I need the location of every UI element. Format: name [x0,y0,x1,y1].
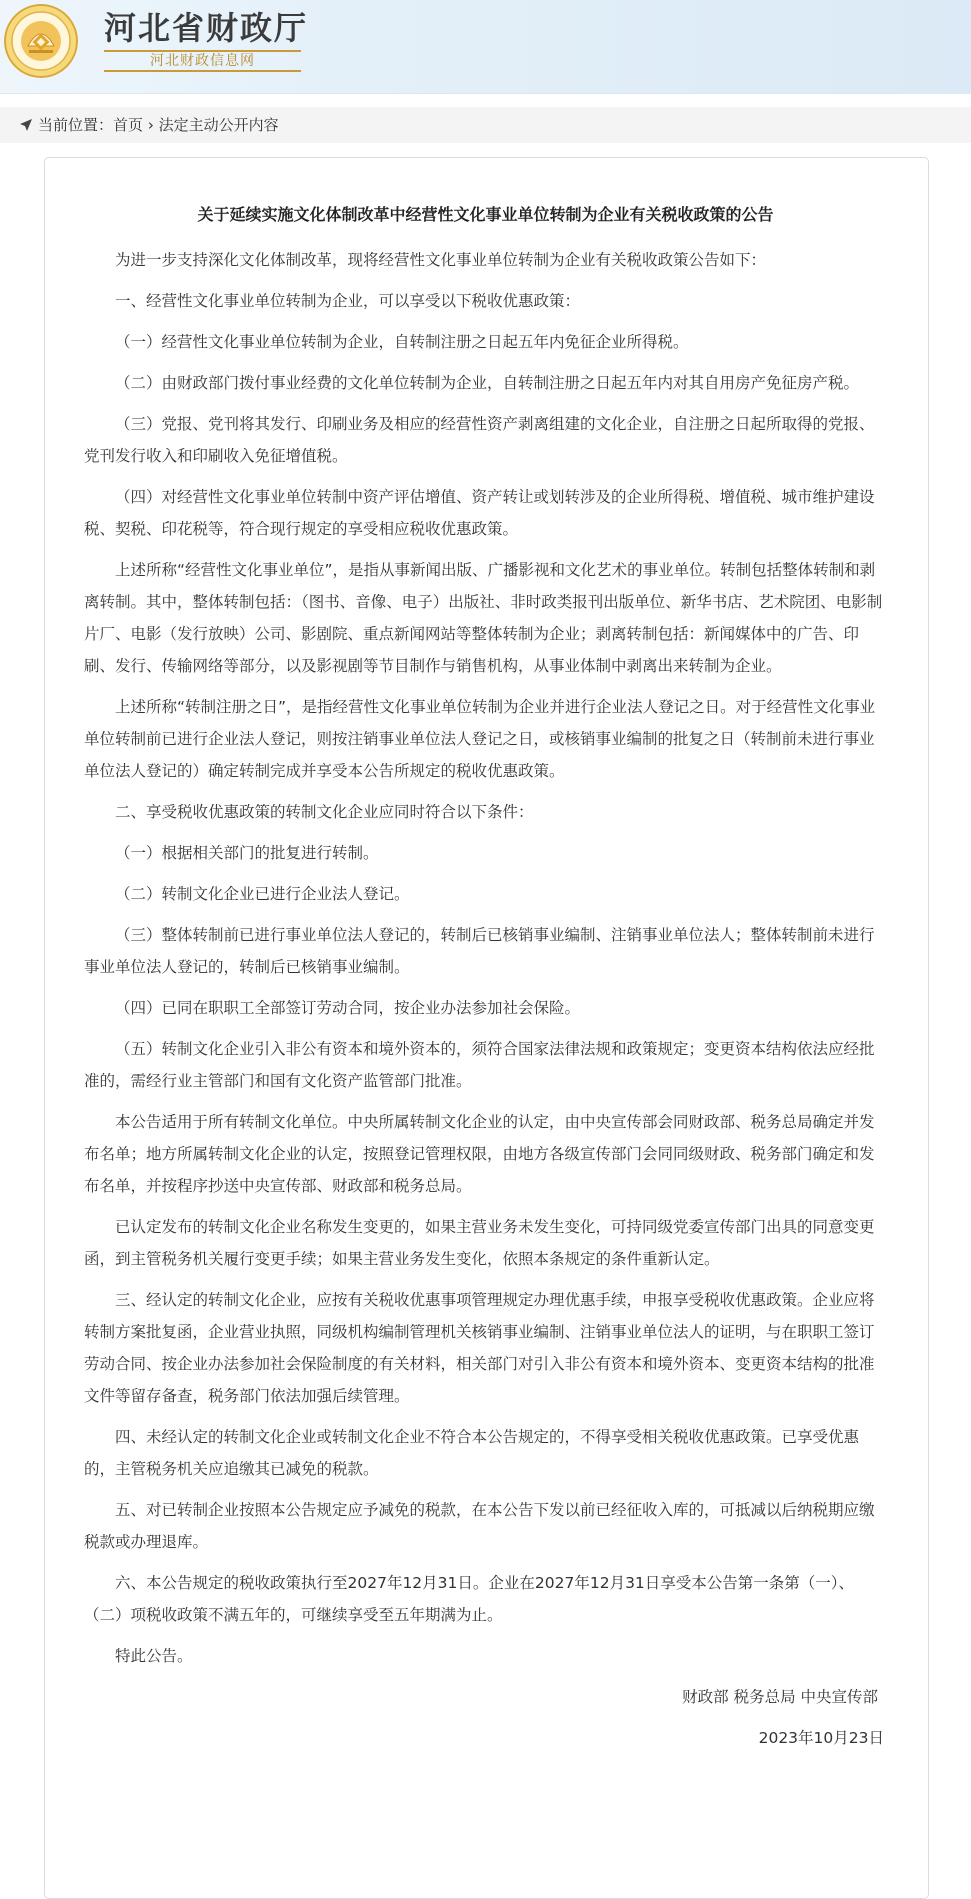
article-signatories: 财政部 税务总局 中央宣传部 [682,1688,878,1706]
article-paragraph: 五、对已转制企业按照本公告规定应予减免的税款，在本公告下发以前已经征收入库的，可抵减以后纳税期应缴税款或办理退库。 [84,1501,875,1551]
article-paragraph: （一）经营性文化事业单位转制为企业，自转制注册之日起五年内免征企业所得税。 [115,333,689,351]
article-paragraph: 二、享受税收优惠政策的转制文化企业应同时符合以下条件： [115,803,534,821]
breadcrumb-home-link[interactable]: 首页 [113,116,144,134]
site-title: 河北省财政厅 [104,9,309,47]
article-paragraph: 特此公告。 [115,1647,193,1665]
article-paragraph: （一）根据相关部门的批复进行转制。 [115,844,379,862]
site-subtitle-text: 河北财政信息网 [150,53,255,69]
article-paragraph: 六、本公告规定的税收政策执行至2027年12月31日。企业在2027年12月31日享受本公告第一条第（一）、（二）项税收政策不满五年的，可继续享受至五年期满为止。 [84,1574,855,1624]
article-paragraph: （二）转制文化企业已进行企业法人登记。 [115,885,410,903]
article-paragraph: 本公告适用于所有转制文化单位。中央所属转制文化企业的认定，由中央宣传部会同财政部、税务总局确定并发布名单；地方所属转制文化企业的认定，按照登记管理权限，由地方各级宣传部门会同同级财政、税务部门确定和发布名单，并按程序抄送中央宣传部、财政部和税务总局。 [84,1113,875,1195]
article-paragraph: 四、未经认定的转制文化企业或转制文化企业不符合本公告规定的，不得享受相关税收优惠政策。已享受优惠的，主管税务机关应追缴其已减免的税款。 [84,1428,860,1478]
article-paragraph: （三）党报、党刊将其发行、印刷业务及相应的经营性资产剥离组建的文化企业，自注册之日起所取得的党报、党刊发行收入和印刷收入免征增值税。 [84,415,875,465]
article-paragraph: 上述所称“转制注册之日”，是指经营性文化事业单位转制为企业并进行企业法人登记之日。对于经营性文化事业单位转制前已进行企业法人登记，则按注销事业单位法人登记之日，或核销事业编制的批复之日（转制前未进行事业单位法人登记的）确定转制完成并享受本公告所规定的税收优惠政策。 [84,698,876,780]
site-subtitle [104,50,301,72]
article-title: 关于延续实施文化体制改革中经营性文化事业单位转制为企业有关税收政策的公告 [197,205,774,224]
article-paragraph: （四）对经营性文化事业单位转制中资产评估增值、资产转让或划转涉及的企业所得税、增值税、城市维护建设税、契税、印花税等，符合现行规定的享受相应税收优惠政策。 [84,488,875,538]
article-paragraph: （四）已同在职职工全部签订劳动合同，按企业办法参加社会保险。 [115,999,581,1017]
finance-emblem-logo[interactable] [4,4,78,78]
breadcrumb-label: 当前位置： [38,116,114,134]
breadcrumb [0,107,971,143]
article-date: 2023年10月23日 [758,1729,884,1747]
article-paragraph: 为进一步支持深化文化体制改革，现将经营性文化事业单位转制为企业有关税收政策公告如下： [115,251,767,269]
article-paragraph: （三）整体转制前已进行事业单位法人登记的，转制后已核销事业编制、注销事业单位法人；整体转制前未进行事业单位法人登记的，转制后已核销事业编制。 [84,926,875,976]
article-paragraph: 三、经认定的转制文化企业，应按有关税收优惠事项管理规定办理优惠手续，申报享受税收优惠政策。企业应将转制方案批复函，企业营业执照，同级机构编制管理机关核销事业编制、注销事业单位法人的证明，与在职职工签订劳动合同、按企业办法参加社会保险制度的有关材料，相关部门对引入非公有资本和境外资本、变更资本结构的批准文件等留存备查，税务部门依法加强后续管理。 [84,1291,875,1405]
breadcrumb-separator: › [147,116,154,134]
article-body [84,244,884,1763]
location-arrow-icon [19,118,33,132]
article-paragraph: （二）由财政部门拨付事业经费的文化单位转制为企业，自转制注册之日起五年内对其自用房产免征房产税。 [115,374,860,392]
site-header [0,0,971,94]
article-paragraph: 已认定发布的转制文化企业名称发生变更的，如果主营业务未发生变化，可持同级党委宣传部门出具的同意变更函，到主管税务机关履行变更手续；如果主营业务发生变化，依照本条规定的条件重新认定。 [84,1218,875,1268]
article-paragraph: （五）转制文化企业引入非公有资本和境外资本的，须符合国家法律法规和政策规定；变更资本结构依法应经批准的，需经行业主管部门和国有文化资产监管部门批准。 [84,1040,875,1090]
breadcrumb-current: 法定主动公开内容 [158,116,279,134]
article-paragraph: 一、经营性文化事业单位转制为企业，可以享受以下税收优惠政策： [115,292,581,310]
breadcrumb-trail [38,107,279,143]
article-paragraph: 上述所称“经营性文化事业单位”，是指从事新闻出版、广播影视和文化艺术的事业单位。转制包括整体转制和剥离转制。其中，整体转制包括：（图书、音像、电子）出版社、非时政类报刊出版单位、新华书店、艺术院团、电影制片厂、电影（发行放映）公司、影剧院、重点新闻网站等整体转制为企业；剥离转制包括：新闻媒体中的广告、印刷、发行、传输网络等部分，以及影视剧等节目制作与销售机构，从事业体制中剥离出来转制为企业。 [84,561,883,675]
